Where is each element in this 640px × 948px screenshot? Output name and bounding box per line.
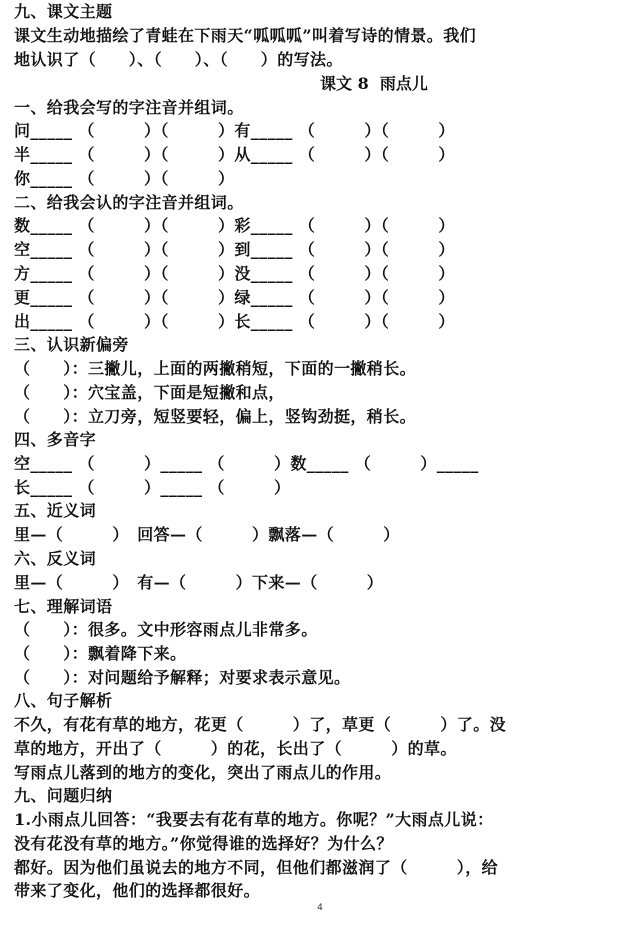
section-heading: 四、多音字 xyxy=(14,430,97,449)
section-heading: 五、近义词 xyxy=(14,501,97,520)
exercise-line: （ ）：对问题给予解释；对要求表示意见。 xyxy=(14,668,351,687)
exercise-line: （ ）：穴宝盖，下面是短撇和点， xyxy=(14,383,285,402)
section-heading: 六、反义词 xyxy=(14,549,97,568)
section-heading: 九、问题归纳 xyxy=(14,786,113,805)
text-line: 草的地方，开出了（ ）的花，长出了（ ）的草。 xyxy=(14,739,457,758)
page-number: 4 xyxy=(317,903,323,913)
section-heading: 八、句子解析 xyxy=(14,691,113,710)
exercise-line: 更_____ （ ）（ ）绿_____ （ ）（ ） xyxy=(14,288,455,307)
exercise-line: 数_____ （ ）（ ）彩_____ （ ）（ ） xyxy=(14,216,455,235)
exercise-line: 长_____ （ ）_____ （ ） xyxy=(14,478,291,497)
text-line: 都好。因为他们虽说去的地方不同，但他们都滋润了（ ），给 xyxy=(14,858,499,877)
exercise-line: 半_____ （ ）（ ）从_____ （ ）（ ） xyxy=(14,145,455,164)
exercise-line: 空_____ （ ）（ ）到_____ （ ）（ ） xyxy=(14,240,455,259)
section-heading: 三、认识新偏旁 xyxy=(14,335,129,354)
text-line: 课文生动地描绘了青蛙在下雨天“呱呱呱”叫着写诗的情景。我们 xyxy=(14,26,477,45)
exercise-line: 你_____ （ ）（ ） xyxy=(14,169,235,188)
exercise-line: 空_____ （ ）_____ （ ）数_____ （ ）_____ xyxy=(14,454,479,473)
exercise-line: 里—（ ） 有—（ ）下来—（ ） xyxy=(14,573,384,592)
exercise-line: （ ）：很多。文中形容雨点儿非常多。 xyxy=(14,620,318,639)
text-line: 写雨点儿落到的地方的变化，突出了雨点儿的作用。 xyxy=(14,763,392,782)
text-line: 地认识了（ ）、（ ）、（ ）的写法。 xyxy=(14,50,343,69)
section-heading: 二、给我会认的字注音并组词。 xyxy=(14,193,244,212)
exercise-line: 出_____ （ ）（ ）长_____ （ ）（ ） xyxy=(14,312,455,331)
lesson-title: 课文 8 雨点儿 xyxy=(320,74,428,93)
text-line: 1.小雨点儿回答：“我要去有花有草的地方。你呢？”大雨点儿说： xyxy=(14,810,494,829)
section-heading: 一、给我会写的字注音并组词。 xyxy=(14,98,244,117)
text-line: 没有花没有草的地方。”你觉得谁的选择好？为什么？ xyxy=(14,834,393,853)
exercise-line: 里—（ ） 回答—（ ）飘落—（ ） xyxy=(14,525,400,544)
exercise-line: 方_____ （ ）（ ）没_____ （ ）（ ） xyxy=(14,264,455,283)
section-heading: 七、理解词语 xyxy=(14,597,113,616)
exercise-line: （ ）：飘着降下来。 xyxy=(14,644,187,663)
exercise-line: （ ）：三撇儿，上面的两撇稍短，下面的一撇稍长。 xyxy=(14,359,417,378)
exercise-line: 问_____ （ ）（ ）有_____ （ ）（ ） xyxy=(14,121,455,140)
text-line: 带来了变化，他们的选择都很好。 xyxy=(14,881,261,900)
text-line: 不久，有花有草的地方，花更（ ）了，草更（ ）了。没 xyxy=(14,715,507,734)
exercise-line: （ ）：立刀旁，短竖要轻，偏上，竖钩劲挺，稍长。 xyxy=(14,407,417,426)
section-heading: 九、课文主题 xyxy=(14,2,113,21)
